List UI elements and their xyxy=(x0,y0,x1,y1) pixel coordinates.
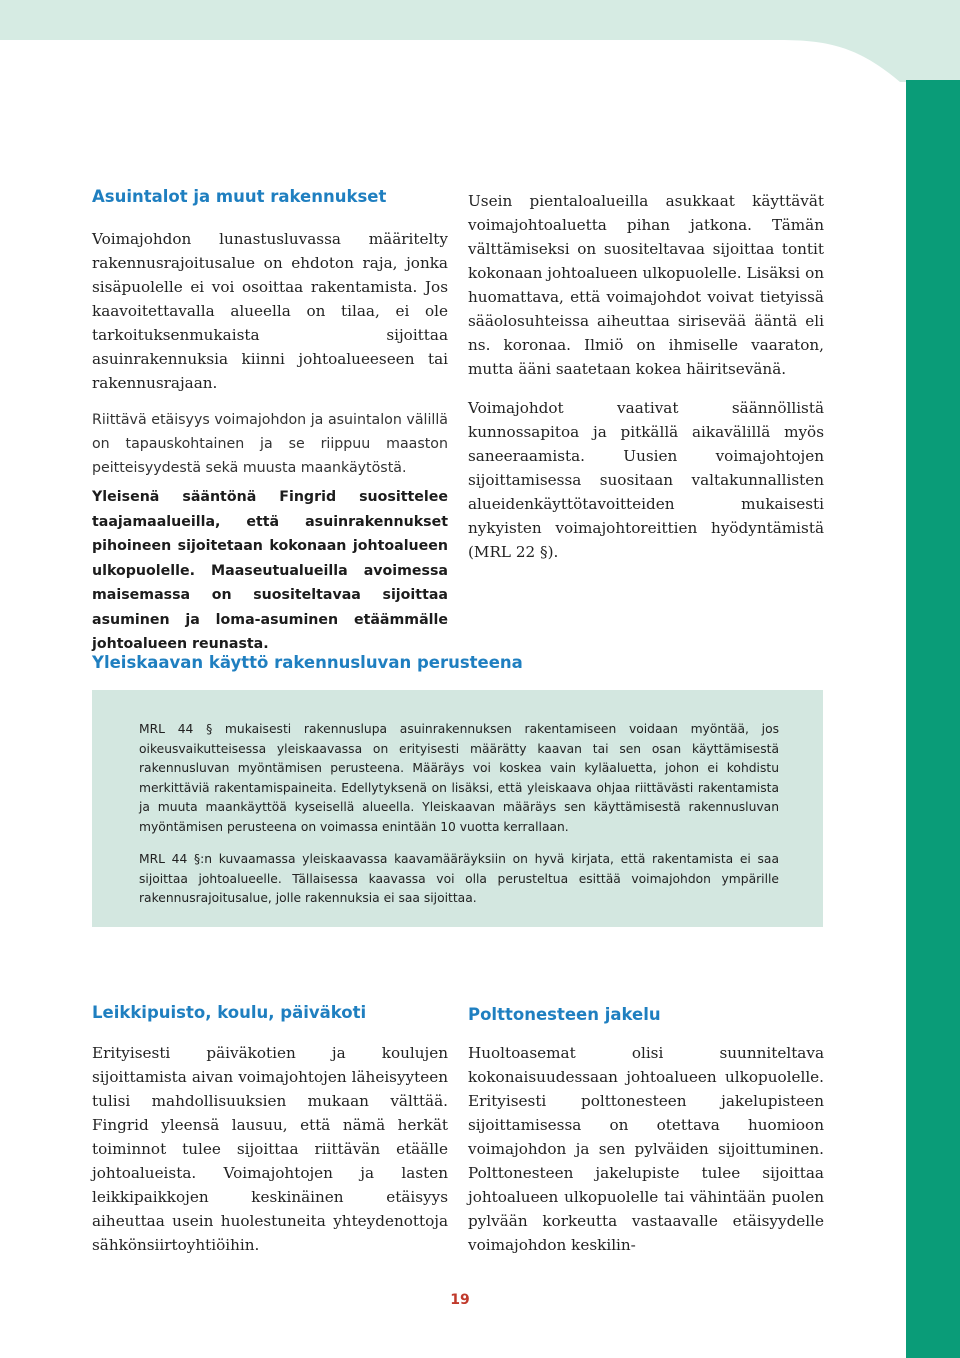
right-column-fuel xyxy=(468,1041,824,1257)
section-heading-general-plan: Yleiskaavan käyttö rakennusluvan perusteena xyxy=(92,653,523,672)
housing-recommendation: Yleisenä sääntönä Fingrid suosittelee taajamaalueilla, että asuinrakennukset pihoineen sijoitetaan kokonaan johtoalueen ulkopuolelle. Maaseutualueilla avoimessa maisemassa on suositeltavaa sijoittaa asuminen ja loma-asuminen etäämmälle johtoalueen reunasta. xyxy=(92,489,448,652)
right-column-housing xyxy=(468,189,824,564)
left-column-playground xyxy=(92,1041,448,1257)
section-heading-playground: Leikkipuisto, koulu, päiväkoti xyxy=(92,1003,367,1022)
housing-right-paragraph-2: Voimajohdot vaativat säännöllistä kunnossapitoa ja pitkällä aikavälillä myös saneeraamista. Uusien voimajohtojen sijoittamisessa suositaan valtakunnallisten alueidenkäyttötavoitteiden mukaisesti nykyisten voimajohtoreittien hyödyntämistä (MRL 22 §). xyxy=(468,399,824,561)
playground-paragraph: Erityisesti päiväkotien ja koulujen sijoittamista aivan voimajohtojen läheisyyteen tulisi mahdollisuuksien mukaan välttää. Fingrid yleensä lausuu, että nämä herkät toiminnot tulee sijoittaa riittävän etäälle johtoalueista. Voimajohtojen ja lasten leikkipaikkojen keskinäinen etäisyys aiheuttaa usein huolestuneita yhteydenottoja sähkönsiirtoyhtiöihin. xyxy=(92,1044,448,1254)
housing-paragraph-2: Riittävä etäisyys voimajohdon ja asuintalon välillä on tapauskohtainen ja se riippuu maaston peitteisyydestä sekä muusta maankäytöstä. xyxy=(92,412,448,476)
info-box-paragraph-2: MRL 44 §:n kuvaamassa yleiskaavassa kaavamääräyksiin on hyvä kirjata, että rakentamista ei saa sijoittaa johtoalueelle. Tällaisessa kaavassa voi olla perusteltua esittää voimajohdon ympärille rakennusrajoitusalue, jolle rakennuksia ei saa sijoittaa. xyxy=(139,852,779,905)
page-number: 19 xyxy=(450,1292,470,1308)
section-heading-housing: Asuintalot ja muut rakennukset xyxy=(92,187,387,206)
info-box-general-plan xyxy=(92,690,823,927)
fuel-paragraph: Huoltoasemat olisi suunniteltava kokonaisuudessaan johtoalueen ulkopuolelle. Erityisesti polttonesteen jakelupisteen sijoittamisessa on otettava huomioon voimajohdon ja sen pylväiden sijoittuminen. Polttonesteen jakelupiste tulee sijoittaa johtoalueen ulkopuolelle tai vähintään puolen pylvään korkeutta vastaavalle etäisyydelle voimajohdon keskilin- xyxy=(468,1044,824,1254)
top-decorative-band xyxy=(0,0,960,82)
left-column-housing xyxy=(92,227,448,657)
info-box-paragraph-1: MRL 44 § mukaisesti rakennuslupa asuinrakennuksen rakentamiseen voidaan myöntää, jos oikeusvaikutteisessa yleiskaavassa on erityisesti määrätty kaavan tai sen osan käyttämisestä rakennusluvan myöntämisen perusteena. Määräys voi koskea vain kyläaluetta, johon ei kohdistu merkittäviä rakentamispaineita. Edellytyksenä on lisäksi, että yleiskaava ohjaa riittävästi rakentamista ja muuta maankäyttöä kyseisellä alueella. Yleiskaavan määräys sen käyttämisestä rakennusluvan myöntämisen perusteena on voimassa enintään 10 vuotta kerrallaan. xyxy=(139,722,779,834)
housing-right-paragraph-1: Usein pientaloalueilla asukkaat käyttävät voimajohtoaluetta pihan jatkona. Tämän välttämiseksi on suositeltavaa sijoittaa tontit kokonaan johtoalueen ulkopuolelle. Lisäksi on huomattava, että voimajohdot voivat tietyissä sääolosuhteissa aiheuttaa sirisevää ääntä eli ns. koronaa. Ilmiö on ihmiselle vaaraton, mutta ääni saatetaan kokea häiritsevänä. xyxy=(468,192,824,378)
section-heading-fuel: Polttonesteen jakelu xyxy=(468,1005,661,1024)
housing-paragraph-1: Voimajohdon lunastusluvassa määritelty rakennusrajoitusalue on ehdoton raja, jonka sisäpuolelle ei voi osoittaa rakentamista. Jos kaavoitettavalla alueella on tilaa, ei ole tarkoituksenmukaista sijoittaa asuinrakennuksia kiinni johtoalueeseen tai rakennusrajaan. xyxy=(92,230,448,392)
top-band-shape xyxy=(0,0,960,82)
side-accent-bar xyxy=(906,80,960,1358)
